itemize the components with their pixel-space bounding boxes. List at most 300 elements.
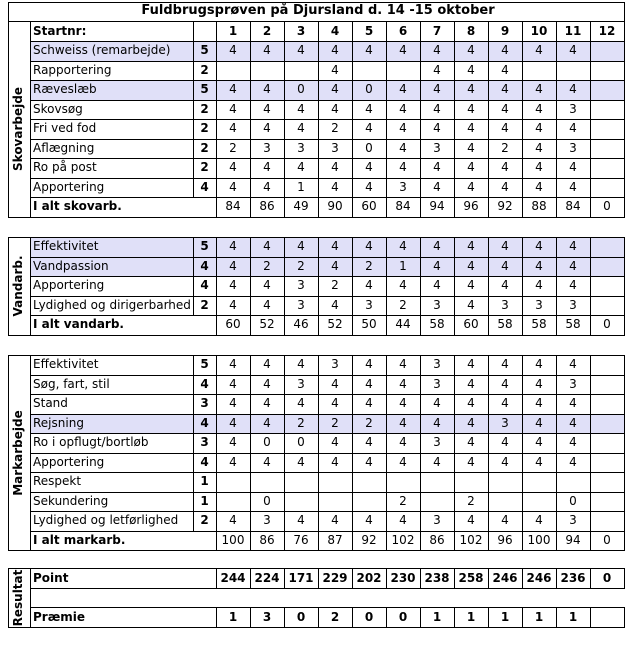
grid-line	[624, 355, 625, 551]
score-cell: 1	[297, 179, 305, 194]
weight-factor: 4	[200, 415, 209, 430]
score-cell: 4	[365, 454, 373, 469]
score-cell: 4	[433, 179, 441, 194]
score-cell: 4	[365, 357, 373, 371]
score-cell: 4	[331, 62, 339, 77]
grid-line	[522, 355, 523, 551]
score-cell: 4	[331, 297, 339, 312]
grid-line	[386, 21, 387, 42]
score-cell: 4	[433, 396, 441, 410]
praemie-cell: 1	[466, 610, 476, 624]
score-cell: 4	[365, 160, 373, 174]
score-cell: 4	[399, 357, 407, 371]
grid-line	[454, 607, 455, 628]
score-cell: 3	[365, 297, 373, 312]
score-cell: 4	[365, 513, 373, 527]
grid-line	[624, 41, 625, 218]
criterion-label: Apportering	[33, 454, 105, 469]
score-cell: 4	[467, 415, 475, 430]
total-cell: 100	[221, 532, 245, 547]
grid-line	[216, 568, 217, 589]
score-cell: 3	[535, 297, 543, 312]
startnr-label: Startnr:	[33, 24, 87, 38]
score-cell	[590, 80, 624, 100]
total-cell: 100	[527, 532, 551, 547]
grid-line	[284, 355, 285, 551]
total-cell: 58	[497, 317, 513, 331]
score-cell: 4	[365, 239, 373, 253]
score-cell: 4	[365, 376, 373, 391]
score-cell: 4	[399, 415, 407, 430]
criterion-label: Vandpassion	[33, 258, 109, 273]
grid-line	[30, 296, 625, 297]
grid-line	[488, 237, 489, 336]
score-cell: 4	[263, 101, 271, 116]
grid-line	[352, 607, 353, 628]
score-cell: 4	[399, 396, 407, 410]
score-cell: 2	[331, 121, 339, 135]
grid-line	[30, 41, 625, 42]
total-cell: 96	[463, 199, 479, 213]
score-cell: 3	[297, 278, 305, 292]
weight-factor: 2	[200, 101, 209, 116]
point-cell: 244	[220, 571, 246, 585]
score-cell: 4	[535, 376, 543, 391]
total-cell: 84	[225, 199, 241, 213]
score-cell: 4	[229, 278, 237, 292]
score-cell: 3	[433, 357, 441, 371]
start-number: 10	[530, 24, 548, 38]
score-cell: 4	[535, 454, 543, 469]
score-cell: 4	[399, 43, 407, 57]
criterion-label: Ræveslæb	[33, 82, 97, 96]
score-cell: 4	[365, 43, 373, 57]
score-cell: 4	[399, 121, 407, 135]
score-cell: 4	[433, 43, 441, 57]
grid-line	[556, 568, 557, 589]
grid-line	[8, 627, 625, 628]
score-cell: 3	[331, 357, 339, 371]
score-cell: 4	[229, 415, 237, 430]
score-cell: 4	[263, 239, 271, 253]
grid-line	[590, 568, 591, 589]
score-cell: 4	[501, 62, 509, 77]
score-cell: 4	[467, 140, 475, 155]
score-cell: 0	[365, 82, 373, 96]
point-cell: 171	[288, 571, 314, 585]
point-cell: 224	[254, 571, 280, 585]
score-cell: 4	[467, 239, 475, 253]
grid-line	[454, 237, 455, 336]
score-cell: 4	[297, 160, 305, 174]
score-cell: 4	[433, 454, 441, 469]
start-number: 9	[500, 24, 510, 38]
score-cell: 4	[535, 82, 543, 96]
score-cell	[318, 472, 352, 492]
grid-line	[30, 394, 625, 395]
score-cell: 4	[467, 454, 475, 469]
grid-line	[30, 375, 625, 376]
score-cell: 4	[297, 101, 305, 116]
weight-factor: 2	[200, 297, 209, 312]
grid-line	[216, 41, 217, 218]
grid-line	[556, 41, 557, 218]
grid-line	[454, 41, 455, 218]
criterion-label: Respekt	[33, 474, 82, 488]
score-cell: 4	[399, 160, 407, 174]
grid-line	[556, 607, 557, 628]
grid-line	[250, 355, 251, 551]
score-cell: 0	[297, 435, 305, 449]
grid-line	[624, 568, 625, 589]
score-cell: 2	[501, 140, 509, 155]
section-total-label: I alt markarb.	[33, 532, 126, 547]
grid-line	[284, 607, 285, 628]
grid-line	[30, 472, 625, 473]
start-number: 8	[466, 24, 476, 38]
praemie-cell: 3	[262, 610, 272, 624]
score-cell: 4	[535, 396, 543, 410]
score-cell: 1	[399, 258, 407, 273]
grid-line	[250, 41, 251, 218]
section-total-label: I alt skovarb.	[33, 199, 122, 213]
weight-factor: 2	[200, 121, 209, 135]
score-cell: 4	[365, 278, 373, 292]
score-cell: 4	[535, 179, 543, 194]
grid-line	[8, 237, 9, 336]
score-cell: 4	[535, 101, 543, 116]
weight-factor: 2	[200, 140, 209, 155]
score-cell: 4	[331, 101, 339, 116]
score-cell	[352, 472, 386, 492]
grid-line	[420, 607, 421, 628]
score-cell: 4	[501, 239, 509, 253]
grid-line	[250, 568, 251, 589]
score-cell: 4	[297, 396, 305, 410]
score-cell: 4	[331, 513, 339, 527]
weight-factor: 2	[200, 513, 209, 527]
score-cell: 4	[331, 179, 339, 194]
grid-line	[8, 335, 625, 336]
grid-line	[30, 237, 625, 238]
criterion-label: Søg, fart, stil	[33, 376, 110, 391]
weight-factor: 5	[200, 82, 209, 96]
praemie-cell: 1	[500, 610, 510, 624]
score-cell: 4	[229, 101, 237, 116]
grid-line	[193, 237, 194, 316]
score-cell: 4	[229, 357, 237, 371]
score-cell	[590, 511, 624, 531]
score-cell: 4	[229, 435, 237, 449]
score-cell: 4	[365, 396, 373, 410]
score-cell: 3	[263, 513, 271, 527]
grid-line	[488, 607, 489, 628]
score-cell: 4	[433, 121, 441, 135]
score-cell: 4	[433, 258, 441, 273]
grid-line	[193, 21, 194, 42]
point-cell: 246	[492, 571, 518, 585]
score-cell	[590, 375, 624, 395]
score-cell: 4	[535, 43, 543, 57]
grid-line	[590, 355, 591, 551]
score-cell: 4	[229, 376, 237, 391]
score-cell: 3	[501, 415, 509, 430]
score-cell: 3	[297, 140, 305, 155]
section-total-label: I alt vandarb.	[33, 317, 124, 331]
score-cell: 2	[229, 140, 237, 155]
score-cell: 3	[297, 297, 305, 312]
score-cell: 4	[535, 140, 543, 155]
grid-line	[30, 158, 625, 159]
grid-line	[352, 41, 353, 218]
total-cell: 96	[497, 532, 513, 547]
score-cell	[386, 472, 420, 492]
score-cell: 4	[467, 121, 475, 135]
score-cell: 4	[467, 357, 475, 371]
grid-line	[250, 237, 251, 336]
score-cell: 3	[501, 297, 509, 312]
grid-line	[352, 21, 353, 42]
score-cell: 4	[229, 258, 237, 273]
start-number: 5	[364, 24, 374, 38]
score-cell: 4	[229, 160, 237, 174]
score-cell	[590, 257, 624, 277]
total-cell: 90	[327, 199, 343, 213]
result-label: Resultat	[11, 569, 25, 626]
grid-line	[250, 607, 251, 628]
grid-line	[30, 257, 625, 258]
total-cell: 52	[327, 317, 343, 331]
weight-factor: 4	[200, 376, 209, 391]
criterion-label: Schweiss (remarbejde)	[33, 43, 171, 57]
total-cell: 44	[395, 317, 411, 331]
score-cell: 4	[467, 435, 475, 449]
weight-factor: 5	[200, 239, 209, 253]
score-cell: 4	[501, 513, 509, 527]
score-cell	[556, 61, 590, 81]
score-cell	[522, 492, 556, 512]
score-cell: 2	[365, 258, 373, 273]
score-cell: 2	[399, 297, 407, 312]
grid-line	[8, 2, 625, 3]
praemie-cell: 0	[364, 610, 374, 624]
grid-line	[318, 21, 319, 42]
weight-factor: 3	[200, 396, 209, 410]
grid-line	[30, 119, 625, 120]
score-cell: 4	[535, 121, 543, 135]
score-cell: 4	[569, 435, 577, 449]
weight-factor: 3	[200, 435, 209, 449]
grid-line	[30, 511, 625, 512]
grid-line	[284, 41, 285, 218]
score-cell	[420, 492, 454, 512]
total-cell: 52	[259, 317, 275, 331]
score-cell	[284, 61, 318, 81]
score-cell: 4	[535, 160, 543, 174]
score-cell: 4	[365, 435, 373, 449]
grid-line	[318, 568, 319, 589]
criterion-label: Effektivitet	[33, 357, 99, 371]
total-cell: 58	[429, 317, 445, 331]
total-cell: 60	[225, 317, 241, 331]
score-cell: 4	[501, 101, 509, 116]
grid-line	[420, 237, 421, 336]
score-cell: 4	[467, 278, 475, 292]
grid-line	[590, 237, 591, 336]
score-cell: 4	[297, 454, 305, 469]
total-cell: 0	[603, 532, 611, 547]
grid-line	[624, 237, 625, 336]
score-cell	[590, 41, 624, 61]
score-cell: 0	[263, 435, 271, 449]
score-cell: 4	[569, 454, 577, 469]
start-number: 12	[598, 24, 616, 38]
point-cell: 230	[390, 571, 416, 585]
grid-line	[488, 355, 489, 551]
score-cell	[590, 178, 624, 198]
score-cell	[216, 61, 250, 81]
score-cell: 4	[399, 239, 407, 253]
grid-line	[30, 492, 625, 493]
total-cell: 49	[293, 199, 309, 213]
total-cell: 84	[395, 199, 411, 213]
score-cell	[216, 472, 250, 492]
praemie-cell: 1	[568, 610, 578, 624]
score-cell: 4	[263, 297, 271, 312]
score-cell: 0	[365, 140, 373, 155]
score-cell: 4	[501, 278, 509, 292]
score-cell: 4	[229, 43, 237, 57]
grid-line	[30, 139, 625, 140]
score-cell: 4	[263, 415, 271, 430]
score-cell: 4	[331, 239, 339, 253]
score-cell: 4	[467, 62, 475, 77]
grid-line	[318, 237, 319, 336]
grid-line	[30, 433, 625, 434]
praemie-cell: 0	[296, 610, 306, 624]
praemie-cell: 1	[228, 610, 238, 624]
section-label: Skovarbejde	[11, 86, 25, 171]
total-cell: 92	[497, 199, 513, 213]
point-cell: 0	[602, 571, 612, 585]
grid-line	[8, 21, 9, 218]
score-cell: 4	[501, 121, 509, 135]
weight-factor: 2	[200, 160, 209, 174]
score-cell: 4	[433, 62, 441, 77]
total-cell: 50	[361, 317, 377, 331]
score-cell: 4	[263, 160, 271, 174]
score-cell	[352, 492, 386, 512]
grid-line	[386, 607, 387, 628]
score-cell: 3	[263, 140, 271, 155]
score-cell: 2	[399, 493, 407, 508]
weight-factor: 4	[200, 258, 209, 273]
grid-line	[556, 21, 557, 42]
grid-line	[284, 21, 285, 42]
score-cell: 4	[263, 43, 271, 57]
score-cell	[590, 472, 624, 492]
grid-line	[420, 355, 421, 551]
score-cell	[420, 472, 454, 492]
score-cell: 2	[263, 258, 271, 273]
weight-factor: 4	[200, 278, 209, 292]
grid-line	[30, 237, 31, 336]
grid-line	[30, 100, 625, 101]
score-cell	[522, 61, 556, 81]
score-cell: 4	[331, 160, 339, 174]
score-cell: 4	[263, 357, 271, 371]
grid-line	[30, 41, 31, 218]
start-number: 11	[564, 24, 582, 38]
grid-line	[8, 355, 31, 356]
score-cell	[590, 276, 624, 296]
score-cell: 3	[433, 513, 441, 527]
score-cell: 4	[229, 396, 237, 410]
start-number: 1	[228, 24, 238, 38]
praemie-cell: 2	[330, 610, 340, 624]
total-cell: 86	[259, 532, 275, 547]
grid-line	[590, 21, 591, 42]
grid-line	[284, 237, 285, 336]
score-cell: 4	[331, 43, 339, 57]
start-number: 2	[262, 24, 272, 38]
grid-line	[386, 568, 387, 589]
grid-line	[590, 41, 591, 218]
total-cell: 76	[293, 532, 309, 547]
score-cell	[522, 472, 556, 492]
total-cell: 86	[429, 532, 445, 547]
score-cell: 4	[263, 121, 271, 135]
weight-factor: 2	[200, 62, 209, 77]
grid-line	[8, 355, 9, 551]
score-cell: 4	[501, 43, 509, 57]
grid-line	[8, 21, 31, 22]
score-cell	[386, 61, 420, 81]
grid-line	[318, 41, 319, 218]
grid-line	[284, 568, 285, 589]
score-cell: 4	[399, 278, 407, 292]
grid-line	[522, 237, 523, 336]
total-cell: 102	[459, 532, 483, 547]
score-cell: 3	[433, 140, 441, 155]
score-cell: 4	[501, 357, 509, 371]
score-cell: 3	[569, 513, 577, 527]
score-cell: 2	[297, 415, 305, 430]
score-cell: 4	[569, 43, 577, 57]
grid-line	[250, 21, 251, 42]
score-cell	[590, 296, 624, 316]
score-cell: 3	[569, 101, 577, 116]
score-cell: 4	[569, 239, 577, 253]
point-label: Point	[33, 571, 69, 585]
score-cell: 4	[331, 435, 339, 449]
criterion-label: Stand	[33, 396, 68, 410]
score-cell	[590, 492, 624, 512]
score-cell: 4	[263, 396, 271, 410]
score-cell: 4	[501, 376, 509, 391]
total-cell: 0	[603, 317, 611, 331]
grid-line	[556, 355, 557, 551]
point-cell: 246	[526, 571, 552, 585]
score-cell	[250, 61, 284, 81]
score-cell: 4	[229, 297, 237, 312]
total-cell: 94	[429, 199, 445, 213]
score-cell: 4	[433, 239, 441, 253]
grid-line	[488, 41, 489, 218]
weight-factor: 4	[200, 179, 209, 194]
total-cell: 0	[603, 199, 611, 213]
score-cell: 4	[535, 239, 543, 253]
